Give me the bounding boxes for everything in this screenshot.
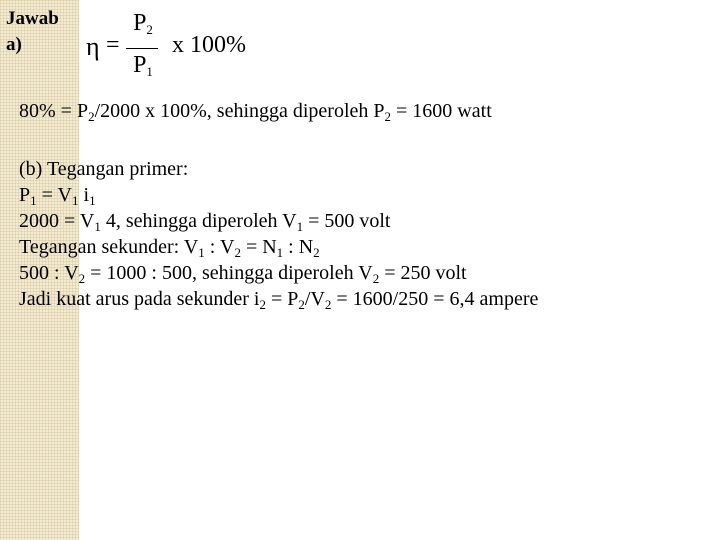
numerator-p: P	[133, 10, 147, 36]
part-a-line	[19, 98, 492, 124]
text-run: i	[78, 184, 90, 206]
subscript: 2	[88, 109, 95, 124]
part-b-line-1	[19, 156, 538, 182]
subscript: 2	[259, 297, 266, 312]
part-b-line-6	[19, 286, 538, 312]
text-run: = 1000 : 500, sehingga diperoleh V	[85, 262, 373, 284]
fraction-bar	[126, 48, 158, 49]
part-b-line-4	[19, 234, 538, 260]
text-run: = 250 volt	[379, 262, 467, 284]
heading-part-a: a)	[6, 34, 22, 55]
formula-denominator	[126, 52, 160, 80]
text-run: : V	[204, 236, 235, 258]
subscript: 1	[296, 219, 304, 234]
text-run: = 500 volt	[303, 210, 391, 232]
subscript: 1	[72, 193, 79, 208]
eta-symbol: η	[86, 32, 100, 61]
text-run: Tegangan sekunder: V	[19, 236, 199, 258]
part-b-line-3	[19, 208, 538, 234]
subscript: 2	[384, 109, 392, 124]
heading-jawab: Jawab	[6, 8, 59, 29]
part-b-line-5	[19, 260, 538, 286]
subscript: 2	[313, 245, 320, 260]
subscript: 1	[198, 245, 205, 260]
numerator-subscript: 2	[146, 22, 153, 37]
text-run: : N	[283, 236, 314, 258]
text-run: 2000 = V	[19, 210, 95, 232]
answer-heading	[6, 6, 59, 58]
text-run: /V	[304, 288, 325, 310]
formula-numerator	[126, 10, 160, 38]
text-run: = V	[36, 184, 72, 206]
part-b-solution	[19, 156, 538, 312]
text-run: (b) Tegangan primer:	[19, 158, 189, 180]
part-a-solution	[19, 98, 492, 124]
denominator-subscript: 1	[146, 64, 153, 79]
subscript: 1	[94, 219, 101, 234]
text-run: = 1600 watt	[391, 100, 492, 122]
formula-equals: =	[106, 32, 120, 58]
subscript: 1	[30, 193, 37, 208]
formula-multiplier: x 100%	[172, 32, 246, 58]
text-run: = N	[240, 236, 277, 258]
text-run: = 1600/250 = 6,4 ampere	[331, 288, 539, 310]
subscript: 2	[372, 271, 380, 286]
text-run: 4, sehingga diperoleh V	[100, 210, 297, 232]
text-run: 500 : V	[19, 262, 79, 284]
denominator-p: P	[133, 52, 147, 78]
text-run: 80% = P	[19, 100, 89, 122]
text-run: = P	[265, 288, 299, 310]
text-run: Jadi kuat arus pada sekunder i	[19, 288, 260, 310]
subscript: 2	[324, 297, 332, 312]
part-b-line-2	[19, 182, 538, 208]
subscript: 1	[89, 193, 96, 208]
subscript: 2	[298, 297, 305, 312]
subscript: 1	[276, 245, 284, 260]
subscript: 2	[78, 271, 86, 286]
text-run: P	[19, 184, 31, 206]
subscript: 2	[234, 245, 241, 260]
text-run: /2000 x 100%, sehingga diperoleh P	[94, 100, 385, 122]
